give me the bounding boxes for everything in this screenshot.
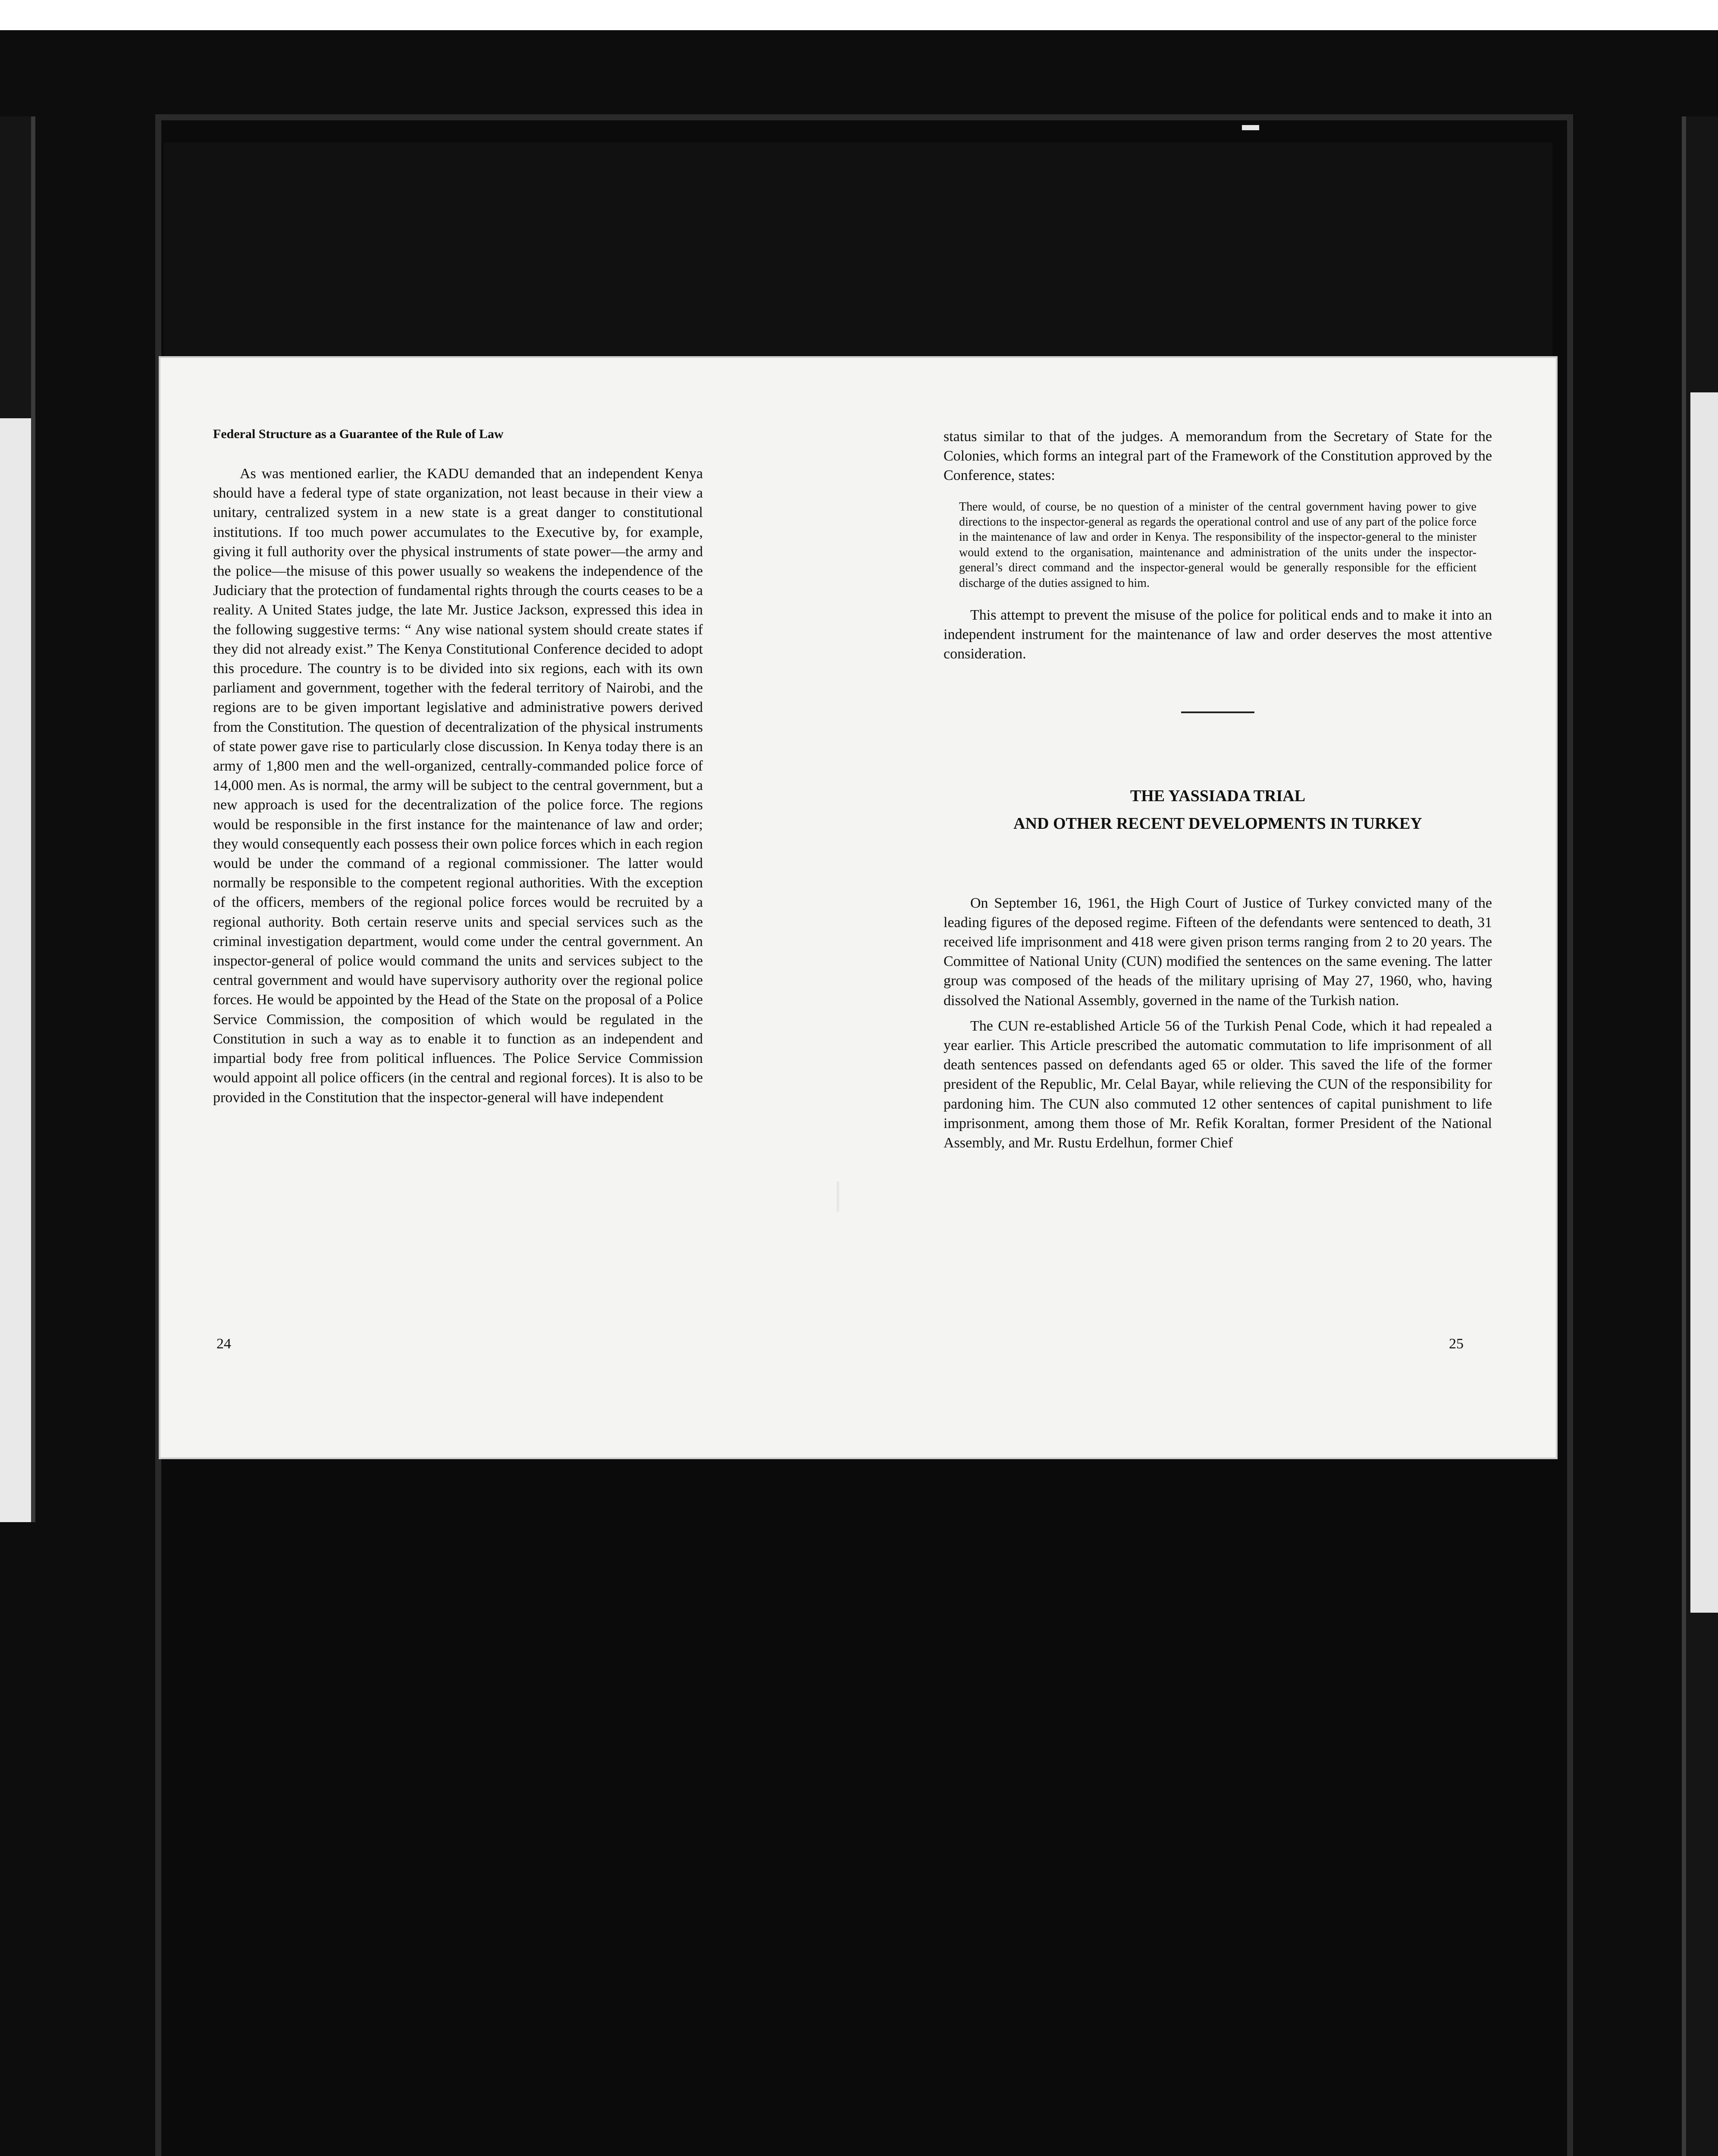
- book-spread: [160, 358, 1556, 1457]
- film-speck: [837, 1181, 839, 1212]
- film-speck: [1242, 125, 1259, 130]
- left-page-column: [213, 427, 703, 1107]
- left-page-number: 24: [216, 1336, 231, 1352]
- right-frame-edge: [1690, 392, 1718, 1613]
- section-title-line-1: THE YASSIADA TRIAL: [1130, 787, 1306, 805]
- right-page-number: 25: [1449, 1336, 1464, 1352]
- right-adjacent-frame: [1682, 116, 1718, 2156]
- section-title-line-2: AND OTHER RECENT DEVELOPMENTS IN TURKEY: [1013, 814, 1422, 833]
- yassiada-paragraph-2: The CUN re-established Article 56 of the Turkish Penal Code, which it had repealed a year earlier. This Article prescribed the automatic commutation to life imprisonment of all death sentences passed on defendants aged 65 or older. This saved the life of the former president of the Republic, Mr. Celal Bayar, while relieving the CUN of the responsibility for pardoning him. The CUN also commuted 12 other sentences of capital punishment to life imprisonment, among them those of Mr. Refik Koraltan, former President of the National Assembly, and Mr. Rustu Erdelhun, former Chief: [944, 1018, 1492, 1151]
- section-title: [944, 782, 1492, 837]
- yassiada-paragraph-1: On September 16, 1961, the High Court of Justice of Turkey convicted many of the leading figures of the deposed regime. Fifteen of the defendants were sentenced to death, 31 received life imprisonment and 418 were given prison terms ranging from 2 to 20 years. The Committee of National Unity (CUN) modified the sentences on the same evening. The latter group was composed of the heads of the military uprising of May 27, 1960, who, having dissolved the National Assembly, governed in the name of the Turkish nation.: [944, 895, 1492, 1009]
- right-page-intro: status similar to that of the judges. A memorandum from the Secretary of State for the Colonies, which forms an integral part of the Framework of the Constitution approved by the Conference, states:: [944, 429, 1492, 484]
- memorandum-quote: There would, of course, be no question of a minister of the central government having power to give directions to the inspector-general as regards the operational control and use of any part of the police force in the maintenance of law and order in Kenya. The responsibility of the inspector-general to the minister would extend to the organisation, maintenance and administration of the units under the inspector-general’s direct command and the inspector-general would be generally responsible for the efficient discharge of the duties assigned to him.: [959, 500, 1477, 590]
- section-divider: [1181, 711, 1254, 713]
- frame-top-margin: [164, 142, 1552, 358]
- left-adjacent-frame: [0, 116, 35, 1522]
- left-page-paragraph: As was mentioned earlier, the KADU demanded that an independent Kenya should have a federal type of state organization, not least because in their view a unitary, centralized system in a new state is a great danger to constitutional institutions. If too much power accumulates to the Executive by, for example, giving it full authority over the physical instruments of state power—the army and the police—the misuse of this power usually so weakens the independence of the Judiciary that the protection of fundamental rights through the courts ceases to be a reality. A United States judge, the late Mr. Justice Jackson, expressed this idea in the following suggestive terms: “ Any wise national system should create states if they did not already exist.” The Kenya Constitutional Conference decided to adopt this procedure. The country is to be divided into six regions, each with its own parliament and government, together with the federal territory of Nairobi, and the regions are to be given important legislative and administrative powers derived from the Constitution. The question of decentralization of the physical instruments of state power gave rise to particularly close discussion. In Kenya today there is an army of 1,800 men and the well-organized, centrally-commanded police force of 14,000 men. As is normal, the army will be subject to the central government, but a new approach is used for the decentralization of the police force. The regions would be responsible in the first instance for the maintenance of law and order; they would consequently each possess their own police forces which in each region would be under the command of a regional commissioner. The latter would normally be responsible to the competent regional authorities. With the exception of the officers, members of the regional police forces would be recruited by a regional authority. Both certain reserve units and special services such as the criminal investigation department, would come under the central government. An inspector-general of police would command the units and services subject to the central government and would have supervisory authority over the regional police forces. He would be appointed by the Head of the State on the proposal of a Police Service Commission, the composition of which would be regulated in the Constitution in such a way as to enable it to function as an independent and impartial body free from political influences. The Police Service Commission would appoint all police officers (in the central and regional forces). It is also to be provided in the Constitution that the inspector-general will have independent: [213, 466, 703, 1106]
- left-page-heading: Federal Structure as a Guarantee of the Rule of Law: [213, 427, 504, 441]
- left-frame-edge: [0, 418, 31, 1522]
- right-page-column: [944, 427, 1492, 1153]
- right-page-after-quote: This attempt to prevent the misuse of the police for political ends and to make it into an independent instrument for the maintenance of law and order deserves the most attentive consideration.: [944, 607, 1492, 662]
